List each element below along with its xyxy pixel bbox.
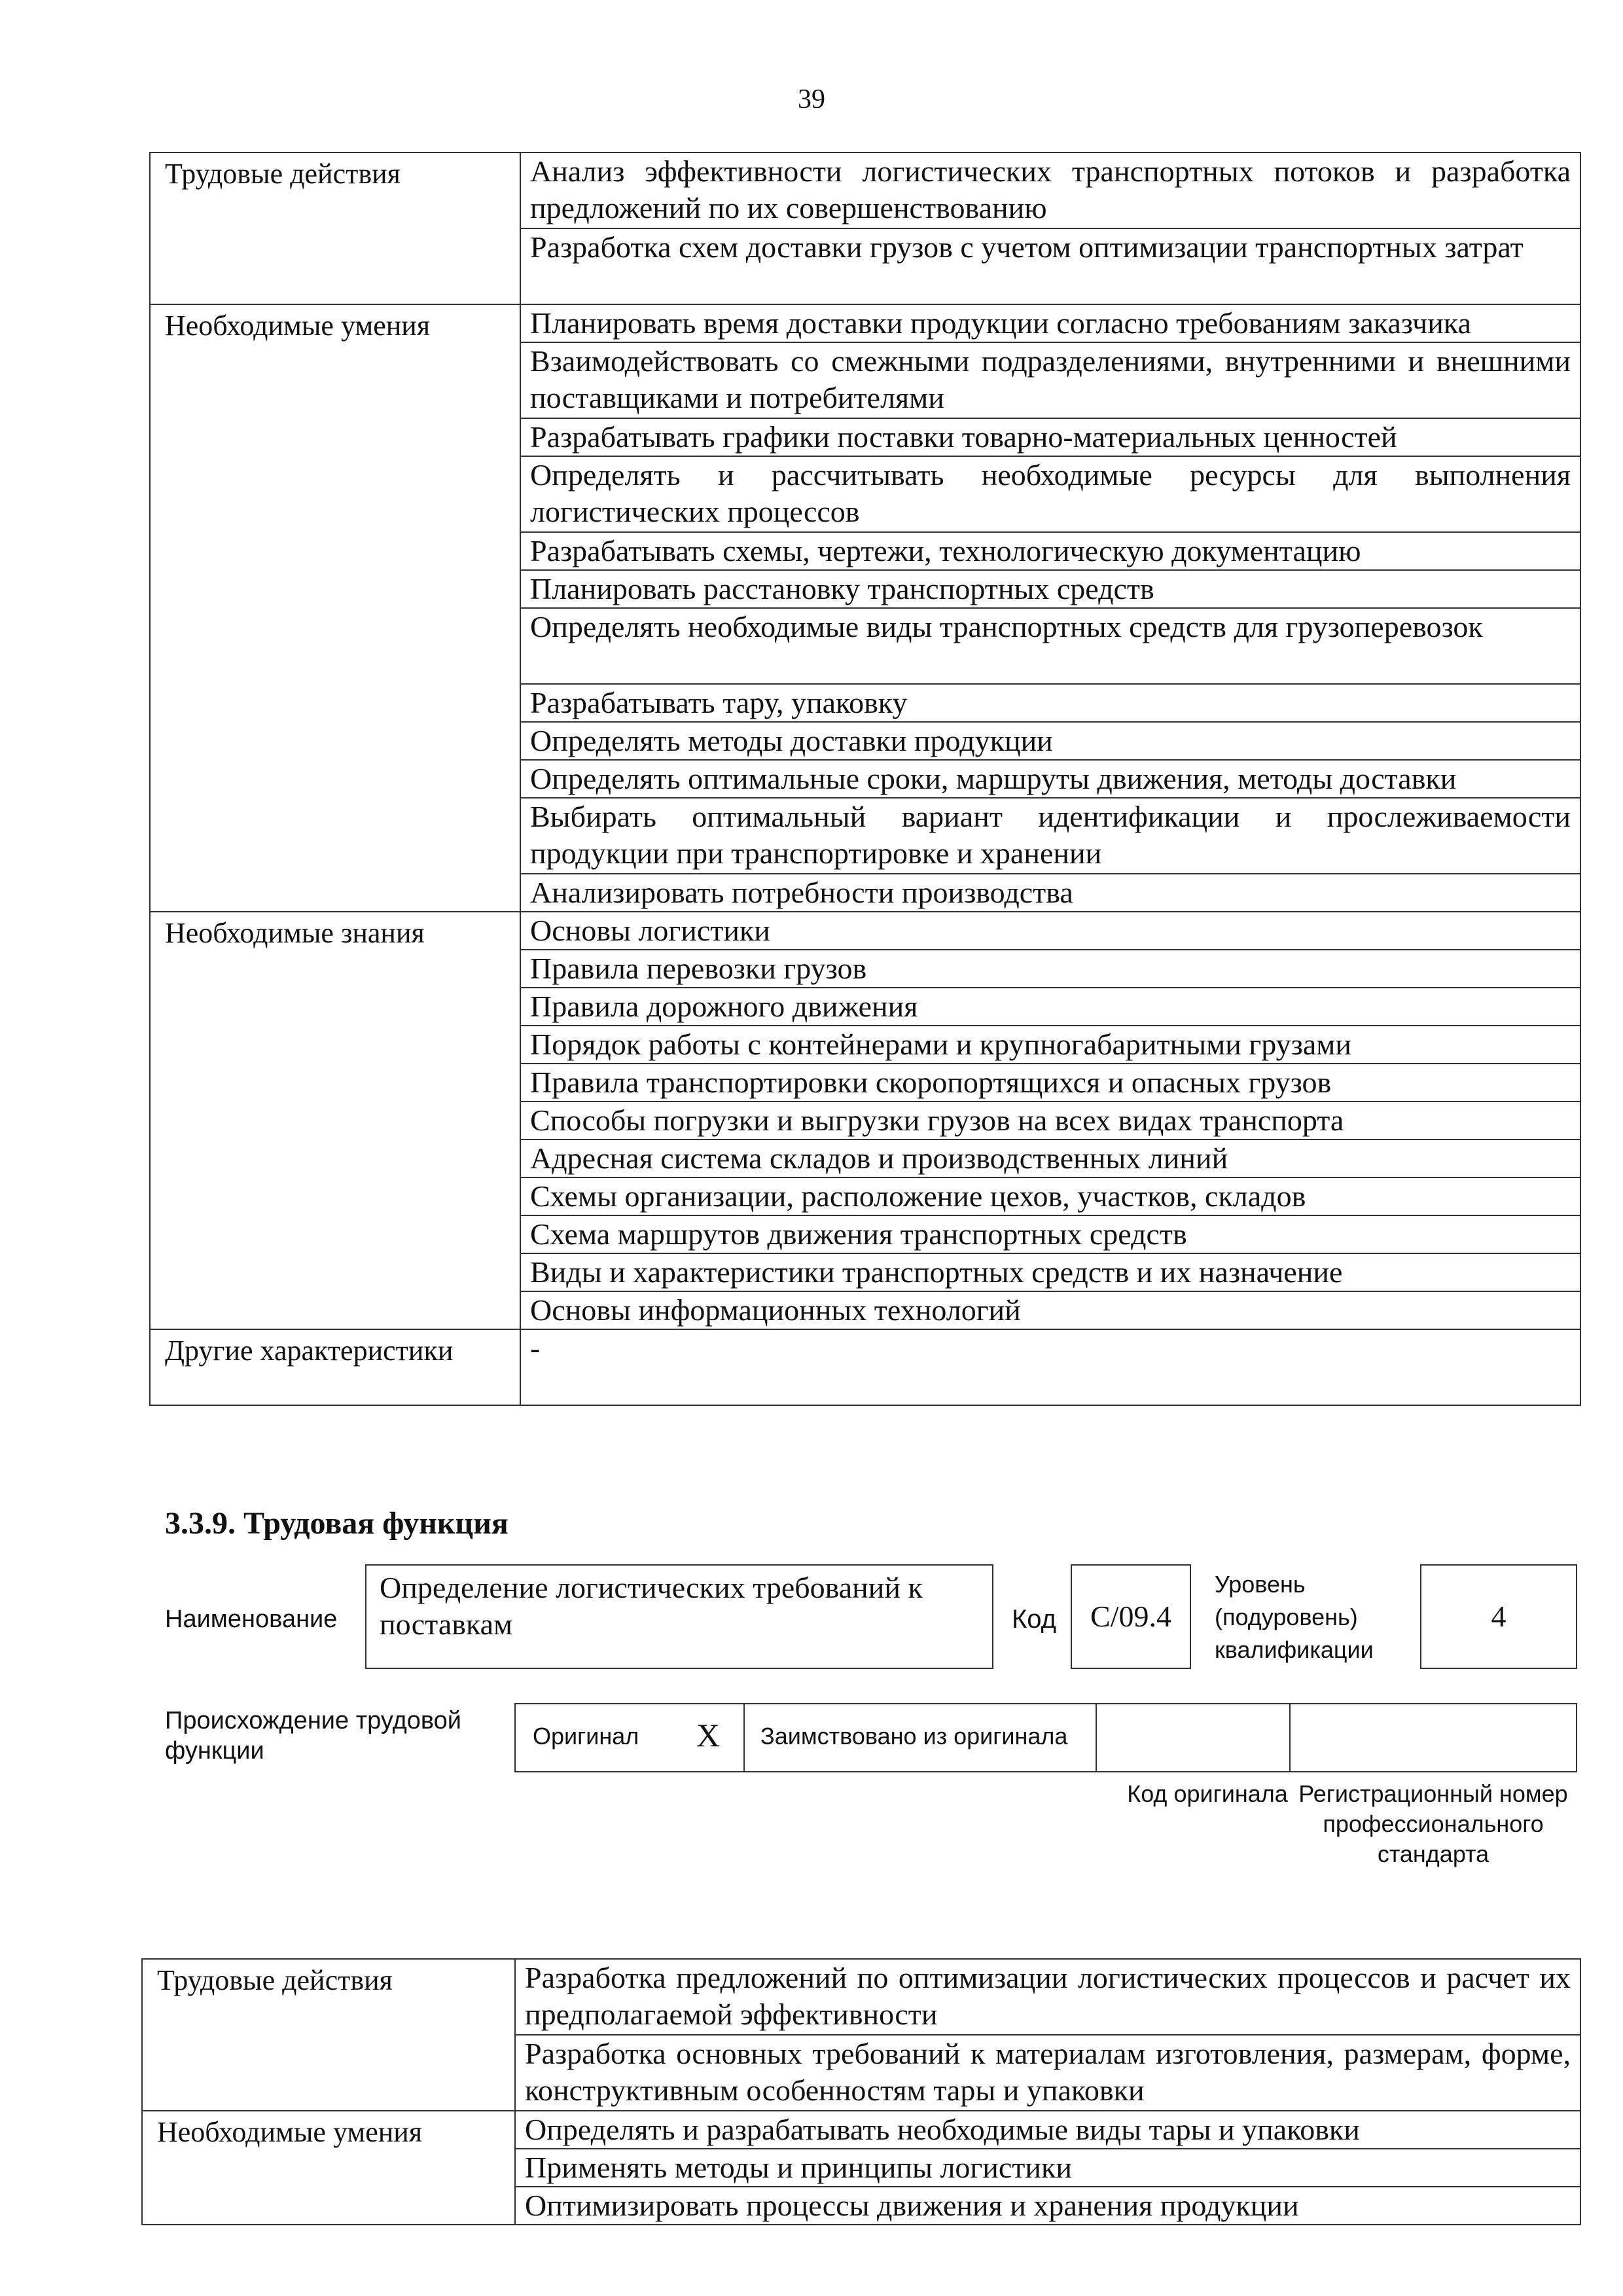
origin-divider-1 (743, 1704, 745, 1771)
row-value: Порядок работы с контейнерами и крупногабаритными грузами (520, 1026, 1580, 1064)
reg-number-caption: Регистрационный номер профессионального стандарта (1298, 1780, 1568, 1867)
row-value: Определять и рассчитывать необходимые ресурсы для выполнения логистических процессов (520, 456, 1580, 532)
row-value: Правила дорожного движения (520, 988, 1580, 1026)
row-value: Основы информационных технологий (520, 1291, 1580, 1329)
table-row (150, 912, 1580, 950)
table-row (142, 2111, 1580, 2149)
row-value: Адресная система складов и производственных линий (520, 1139, 1580, 1177)
row-group-label: Трудовые действия (150, 152, 520, 304)
row-value: Планировать время доставки продукции согласно требованиям заказчика (520, 304, 1580, 342)
origin-label: Происхождение трудовой функции (165, 1707, 461, 1765)
section-title: 3.3.9. Трудовая функция (165, 1506, 508, 1541)
name-label: Наименование (165, 1605, 338, 1633)
original-mark: X (696, 1717, 721, 1753)
row-value: Анализировать потребности производства (520, 874, 1580, 912)
origin-divider-3 (1289, 1704, 1291, 1771)
row-value: - (520, 1329, 1580, 1405)
row-group-label: Необходимые умения (150, 304, 520, 912)
row-value: Способы погрузки и выгрузки грузов на всех видах транспорта (520, 1102, 1580, 1139)
level-field (1420, 1564, 1577, 1669)
level-value: 4 (1491, 1600, 1507, 1633)
code-field (1071, 1564, 1191, 1669)
labor-function-table-top (149, 152, 1581, 1406)
row-value: Правила перевозки грузов (520, 950, 1580, 988)
row-value: Планировать расстановку транспортных средств (520, 570, 1580, 608)
labor-function-table-bottom (141, 1958, 1581, 2225)
row-value: Разрабатывать тару, упаковку (520, 684, 1580, 722)
row-value: Разработка предложений по оптимизации логистических процессов и расчет их предполагаемой эффективности (515, 1959, 1580, 2035)
row-value: Анализ эффективности логистических транспортных потоков и разработка предложений по их совершенствованию (520, 152, 1580, 228)
row-value: Применять методы и принципы логистики (515, 2149, 1580, 2187)
row-value: Правила транспортировки скоропортящихся и опасных грузов (520, 1064, 1580, 1102)
row-group-label: Трудовые действия (142, 1959, 515, 2111)
row-value: Основы логистики (520, 912, 1580, 950)
row-value: Выбирать оптимальный вариант идентификации и прослеживаемости продукции при транспортировке и хранении (520, 798, 1580, 874)
row-value: Разработка основных требований к материалам изготовления, размерам, форме, конструктивным особенностям тары и упаковки (515, 2035, 1580, 2111)
row-value: Оптимизировать процессы движения и хранения продукции (515, 2187, 1580, 2225)
row-value: Определять необходимые виды транспортных средств для грузоперевозок (520, 608, 1580, 684)
level-label: Уровень (подуровень) квалификации (1215, 1571, 1374, 1663)
table-row (142, 1959, 1580, 2035)
code-value: C/09.4 (1090, 1600, 1171, 1633)
original-label: Оригинал (533, 1723, 639, 1749)
row-value: Схема маршрутов движения транспортных средств (520, 1215, 1580, 1253)
row-value: Определять методы доставки продукции (520, 722, 1580, 760)
row-value: Виды и характеристики транспортных средств и их назначение (520, 1253, 1580, 1291)
borrowed-label: Заимствовано из оригинала (760, 1723, 1068, 1749)
row-value: Определять и разрабатывать необходимые виды тары и упаковки (515, 2111, 1580, 2149)
row-value: Схемы организации, расположение цехов, участков, складов (520, 1177, 1580, 1215)
origin-divider-2 (1096, 1704, 1097, 1771)
table-row (150, 152, 1580, 228)
row-value: Взаимодействовать со смежными подразделениями, внутренними и внешними поставщиками и потребителями (520, 342, 1580, 418)
row-value: Определять оптимальные сроки, маршруты движения, методы доставки (520, 760, 1580, 798)
row-group-label: Необходимые знания (150, 912, 520, 1329)
table-row (150, 304, 1580, 342)
name-field (365, 1564, 993, 1669)
row-group-label: Другие характеристики (150, 1329, 520, 1405)
row-value: Разработка схем доставки грузов с учетом оптимизации транспортных затрат (520, 228, 1580, 304)
origin-grid (514, 1703, 1577, 1772)
code-original-caption: Код оригинала (1127, 1780, 1288, 1807)
row-value: Разрабатывать графики поставки товарно-материальных ценностей (520, 418, 1580, 456)
row-group-label: Необходимые умения (142, 2111, 515, 2225)
row-value: Разрабатывать схемы, чертежи, технологическую документацию (520, 532, 1580, 570)
table-row (150, 1329, 1580, 1405)
name-value: Определение логистических требований к поставкам (380, 1571, 923, 1641)
page-number: 39 (798, 84, 825, 115)
code-label: Код (1012, 1605, 1057, 1634)
